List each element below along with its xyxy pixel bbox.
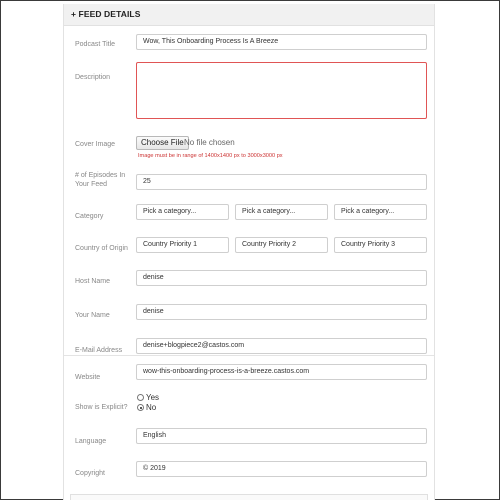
website-label: Website	[75, 374, 101, 381]
feed-details-panel	[63, 4, 435, 500]
episodes-label-line1: # of Episodes In	[75, 172, 126, 179]
copyright-label: Copyright	[75, 470, 105, 477]
section-divider	[64, 355, 434, 356]
category-select-2[interactable]: Pick a category...	[235, 204, 328, 220]
explicit-label: Show is Explicit?	[75, 404, 128, 411]
podcast-title-label: Podcast Title	[75, 41, 116, 48]
cover-image-hint: Image must be in range of 1400x1400 px to 3000x3000 px	[138, 153, 283, 159]
section-title: + FEED DETAILS	[71, 9, 141, 19]
explicit-yes-label: Yes	[146, 393, 160, 402]
description-label: Description	[75, 74, 111, 81]
episodes-input[interactable]: 25	[136, 174, 427, 190]
explicit-no-label: No	[146, 403, 157, 412]
language-input[interactable]: English	[136, 428, 427, 444]
email-input[interactable]: denise+blogpiece2@castos.com	[136, 338, 427, 354]
host-name-label: Host Name	[75, 278, 111, 285]
your-name-input[interactable]: denise	[136, 304, 427, 320]
country-label: Country of Origin	[75, 245, 128, 252]
country-select-2[interactable]: Country Priority 2	[235, 237, 328, 253]
your-name-row	[64, 302, 434, 326]
description-row	[64, 60, 434, 126]
podcast-title-row	[64, 32, 434, 56]
copyright-row	[64, 460, 434, 484]
country-select-3[interactable]: Country Priority 3	[334, 237, 427, 253]
category-row	[64, 202, 434, 226]
feed-details-header[interactable]	[64, 4, 434, 26]
category-label: Category	[75, 213, 104, 220]
cover-image-row	[64, 132, 434, 162]
language-row	[64, 428, 434, 452]
country-select-1[interactable]: Country Priority 1	[136, 237, 229, 253]
country-row	[64, 234, 434, 258]
podcast-title-input[interactable]: Wow, This Onboarding Process Is A Breeze	[136, 34, 427, 50]
cover-image-label: Cover Image	[75, 141, 116, 148]
copyright-input[interactable]: © 2019	[136, 461, 427, 477]
file-status-text: No file chosen	[184, 138, 235, 147]
host-name-input[interactable]: denise	[136, 270, 427, 286]
explicit-row	[64, 392, 434, 420]
explicit-yes-option[interactable]	[137, 393, 177, 403]
explicit-yes-radio[interactable]	[137, 394, 144, 401]
language-label: Language	[75, 438, 107, 445]
description-textarea[interactable]	[136, 62, 427, 119]
episodes-label-line2: Your Feed	[75, 181, 108, 188]
explicit-no-option[interactable]	[137, 403, 177, 413]
category-select-1[interactable]: Pick a category...	[136, 204, 229, 220]
choose-file-button[interactable]: Choose File	[136, 136, 189, 150]
email-label: E-Mail Address	[75, 347, 123, 354]
host-name-row	[64, 268, 434, 292]
website-input[interactable]: wow-this-onboarding-process-is-a-breeze.castos.com	[136, 364, 427, 380]
category-select-3[interactable]: Pick a category...	[334, 204, 427, 220]
explicit-no-radio[interactable]	[137, 404, 144, 411]
next-section-box	[70, 494, 428, 500]
website-row	[64, 360, 434, 384]
your-name-label: Your Name	[75, 312, 110, 319]
episodes-row	[64, 168, 434, 196]
